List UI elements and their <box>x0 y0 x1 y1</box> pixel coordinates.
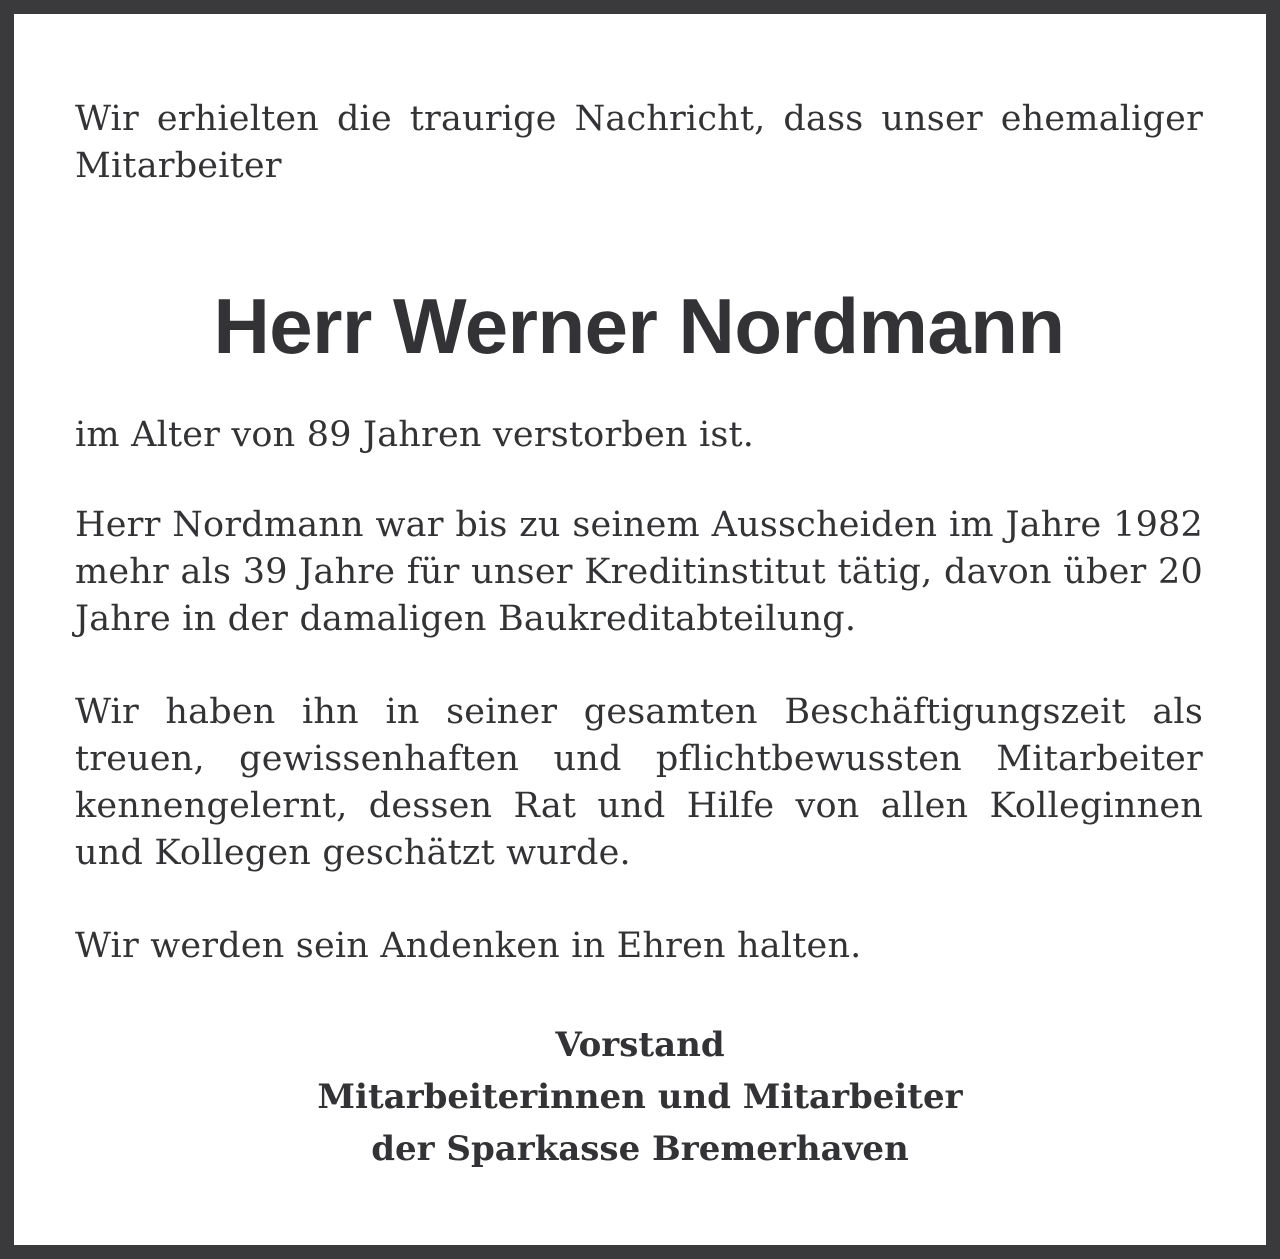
age-text: im Alter von 89 Jahren verstorben ist. <box>75 415 755 455</box>
notice-body <box>75 96 1203 970</box>
intro-text: Wir erhielten die traurige Nachricht, dass unser ehemaliger Mitarbeiter <box>75 99 1203 186</box>
career-text: Herr Nordmann war bis zu seinem Ausscheiden im Jahre 1982 mehr als 39 Jahre für unser Kreditinstitut tätig, davon über 20 Jahre in der damaligen Baukreditabteilung. <box>75 505 1203 639</box>
signature-institution: der Sparkasse Bremerhaven <box>371 1129 909 1169</box>
deceased-name: Herr Werner Nordmann <box>213 282 1065 370</box>
signature-staff: Mitarbeiterinnen und Mitarbeiter <box>317 1077 963 1117</box>
signature-board: Vorstand <box>555 1025 725 1065</box>
memory-text: Wir werden sein Andenken in Ehren halten. <box>75 926 862 966</box>
character-text: Wir haben ihn in seiner gesamten Beschäftigungszeit als treuen, gewissenhaften und pflichtbewussten Mitarbeiter kennengelernt, dessen Rat und Hilfe von allen Kolleginnen und Kollegen geschätzt wurde. <box>75 692 1203 873</box>
signature-block <box>14 1019 1266 1175</box>
